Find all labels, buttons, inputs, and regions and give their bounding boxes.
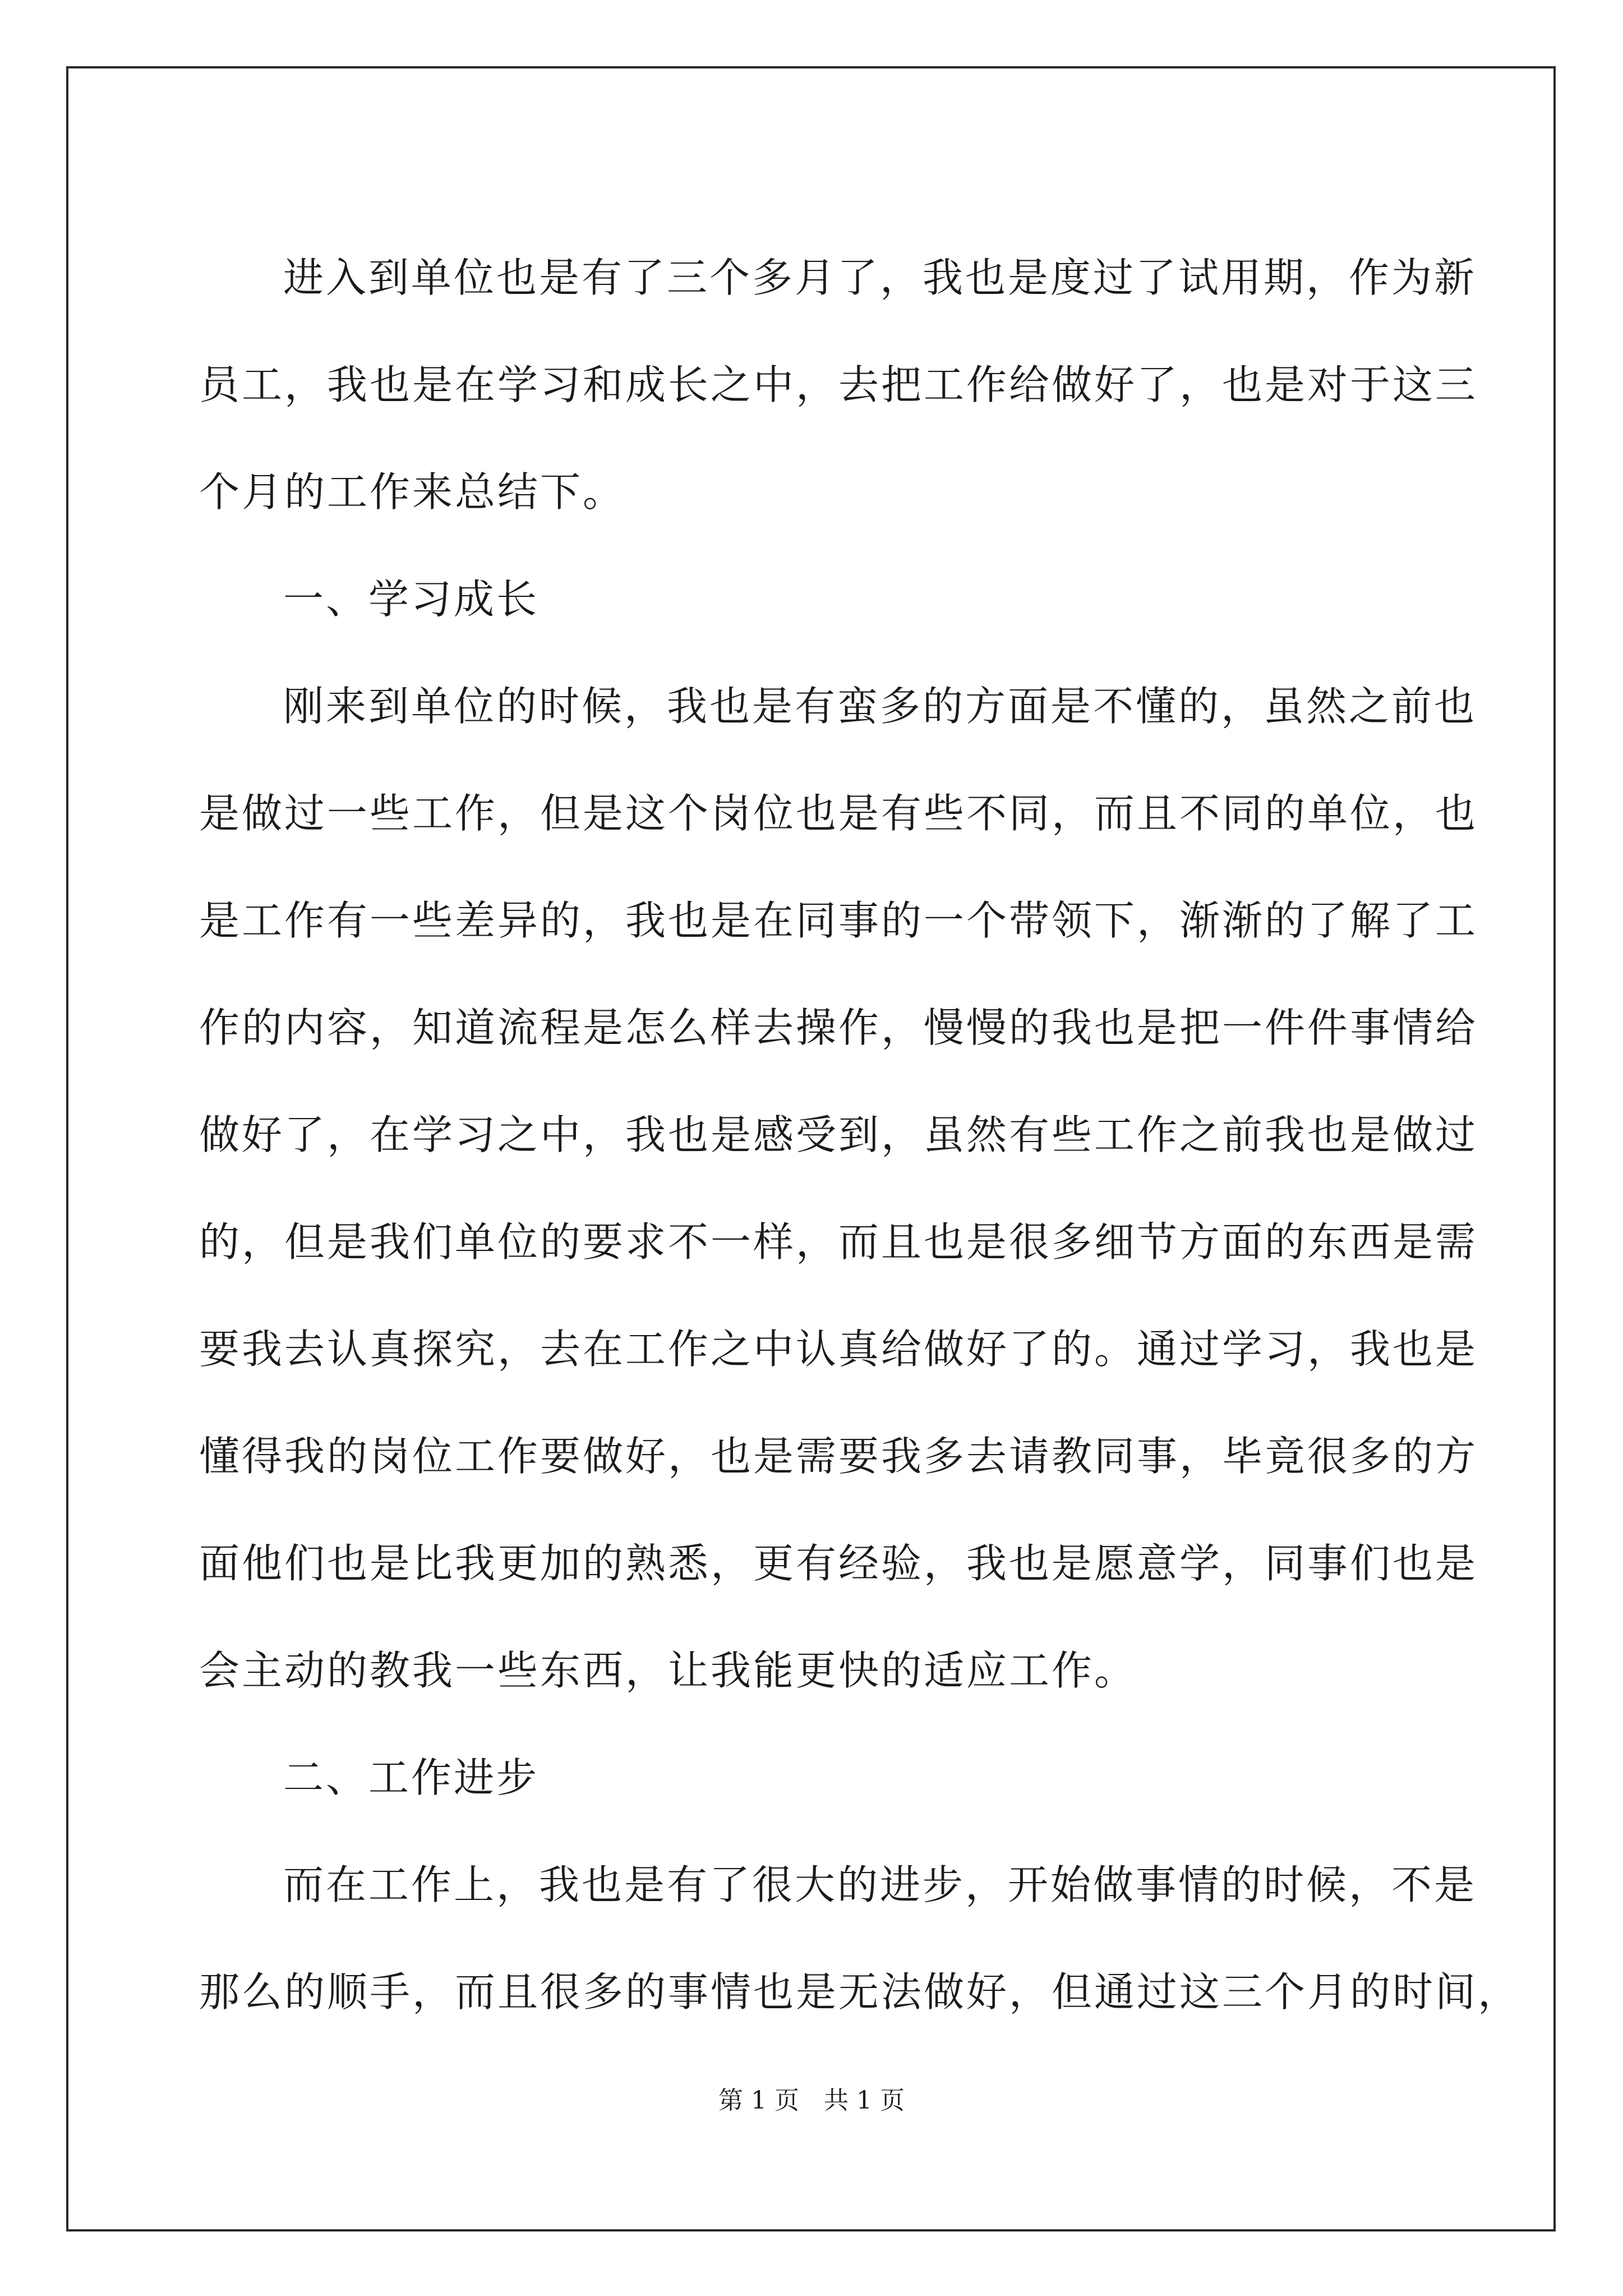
body-line: 懂得我的岗位工作要做好，也是需要我多去请教同事，毕竟很多的方 — [199, 1433, 1478, 1480]
body-line: 的，但是我们单位的要求不一样，而且也是很多细节方面的东西是需 — [199, 1218, 1478, 1266]
body-line: 做好了，在学习之中，我也是感受到，虽然有些工作之前我也是做过 — [199, 1111, 1478, 1158]
section-heading: 二、工作进步 — [283, 1754, 540, 1801]
body-line: 个月的工作来总结下。 — [199, 468, 626, 516]
body-line: 是做过一些工作，但是这个岗位也是有些不同，而且不同的单位，也 — [199, 790, 1478, 837]
body-line: 而在工作上，我也是有了很大的进步，开始做事情的时候，不是 — [283, 1861, 1477, 1908]
body-line: 员工，我也是在学习和成长之中，去把工作给做好了，也是对于这三 — [199, 361, 1478, 408]
body-line: 是工作有一些差异的，我也是在同事的一个带领下，渐渐的了解了工 — [199, 897, 1478, 944]
body-line: 面他们也是比我更加的熟悉，更有经验，我也是愿意学，同事们也是 — [199, 1540, 1478, 1587]
body-line: 那么的顺手，而且很多的事情也是无法做好，但通过这三个月的时间， — [199, 1968, 1521, 2016]
body-line: 刚来到单位的时候，我也是有蛮多的方面是不懂的，虽然之前也 — [283, 683, 1477, 730]
body-line: 进入到单位也是有了三个多月了，我也是度过了试用期，作为新 — [283, 254, 1477, 301]
body-line: 作的内容，知道流程是怎么样去操作，慢慢的我也是把一件件事情给 — [199, 1004, 1478, 1051]
body-line: 要我去认真探究，去在工作之中认真给做好了的。通过学习，我也是 — [199, 1326, 1478, 1373]
document-body — [199, 224, 1521, 2046]
page-footer: 第 1 页 共 1 页 — [718, 2086, 905, 2115]
body-line: 会主动的教我一些东西，让我能更快的适应工作。 — [199, 1647, 1137, 1694]
section-heading: 一、学习成长 — [283, 576, 540, 623]
